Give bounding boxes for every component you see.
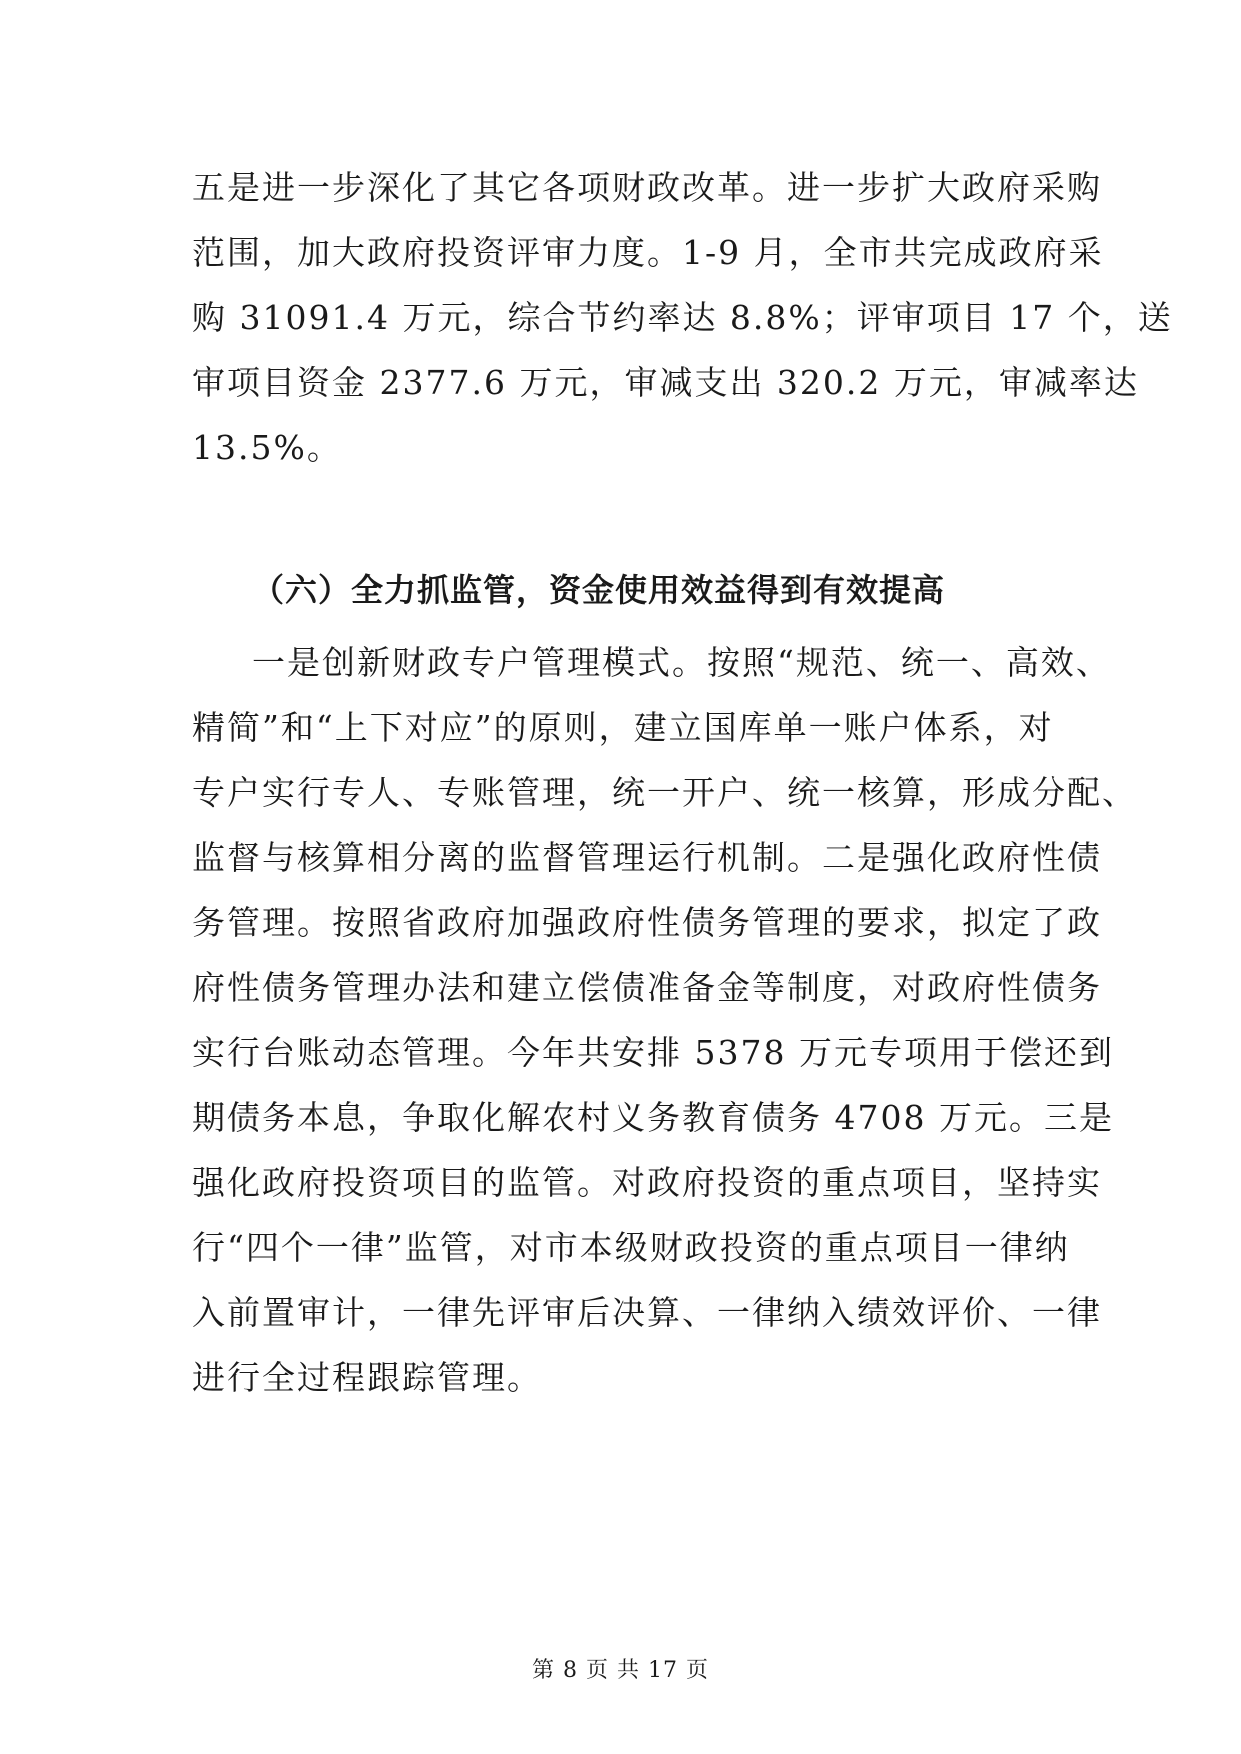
paragraph-line: 期债务本息，争取化解农村义务教育债务 4708 万元。三是 — [192, 1098, 1114, 1137]
paragraph-line: 五是进一步深化了其它各项财政改革。进一步扩大政府采购 — [192, 168, 1102, 207]
paragraph-line: 审项目资金 2377.6 万元，审减支出 320.2 万元，审减率达 — [192, 363, 1139, 402]
paragraph-line: 强化政府投资项目的监管。对政府投资的重点项目，坚持实 — [192, 1163, 1102, 1202]
paragraph-line: 一是创新财政专户管理模式。按照“规范、统一、高效、 — [252, 643, 1111, 682]
page-number-footer: 第 8 页 共 17 页 — [532, 1658, 709, 1683]
paragraph-line: 入前置审计，一律先评审后决算、一律纳入绩效评价、一律 — [192, 1293, 1102, 1332]
paragraph-line: 监督与核算相分离的监督管理运行机制。二是强化政府性债 — [192, 838, 1102, 877]
section-heading: （六）全力抓监管，资金使用效益得到有效提高 — [252, 571, 946, 609]
paragraph-line: 范围，加大政府投资评审力度。1-9 月，全市共完成政府采 — [192, 233, 1104, 272]
paragraph-line: 专户实行专人、专账管理，统一开户、统一核算，形成分配、 — [192, 773, 1137, 812]
paragraph-line: 实行台账动态管理。今年共安排 5378 万元专项用于偿还到 — [192, 1033, 1114, 1072]
paragraph-line: 进行全过程跟踪管理。 — [192, 1358, 542, 1397]
paragraph-line: 府性债务管理办法和建立偿债准备金等制度，对政府性债务 — [192, 968, 1102, 1007]
paragraph-line: 精简”和“上下对应”的原则，建立国库单一账户体系，对 — [192, 708, 1054, 747]
paragraph-line: 行“四个一律”监管，对市本级财政投资的重点项目一律纳 — [192, 1228, 1070, 1267]
paragraph-line: 购 31091.4 万元，综合节约率达 8.8%；评审项目 17 个，送 — [192, 298, 1173, 337]
paragraph-line: 13.5%。 — [192, 428, 342, 467]
paragraph-line: 务管理。按照省政府加强政府性债务管理的要求，拟定了政 — [192, 903, 1102, 942]
